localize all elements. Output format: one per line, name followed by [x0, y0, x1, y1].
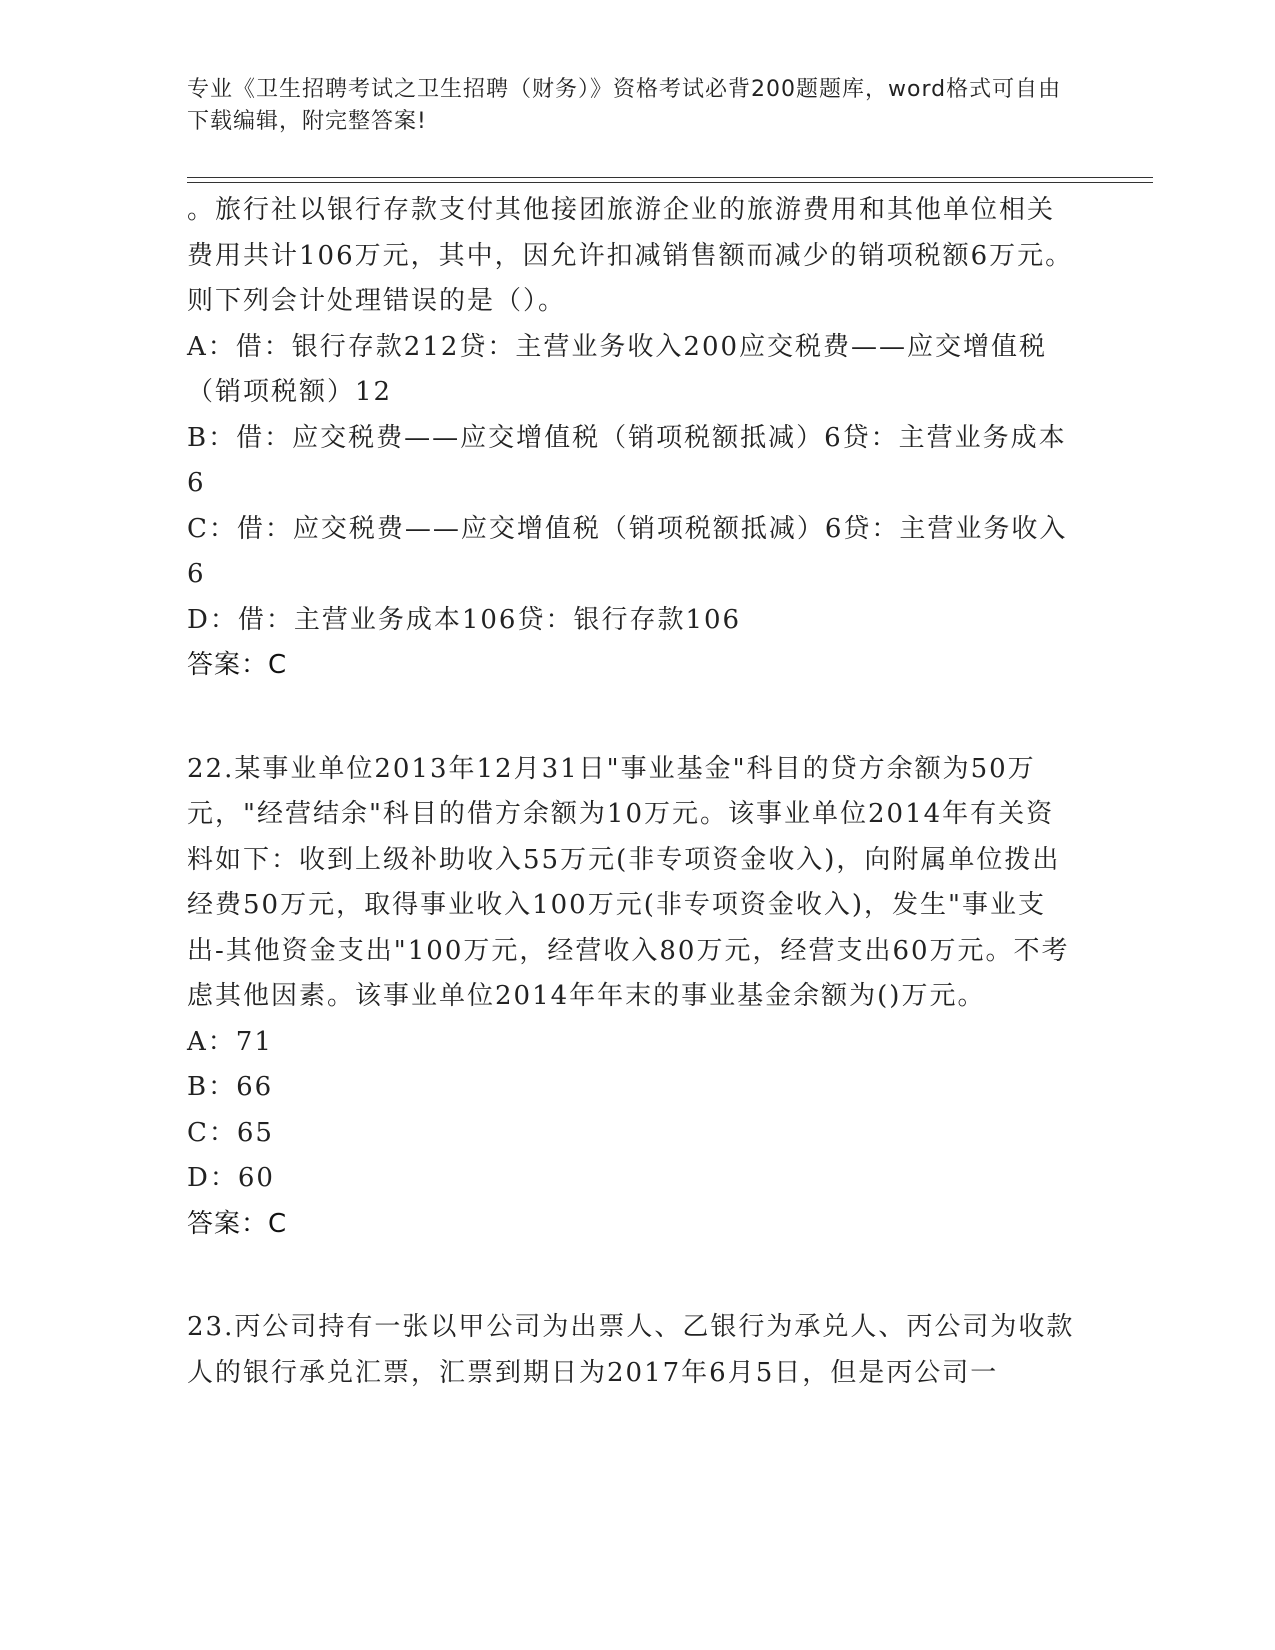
header-rule-bottom — [187, 182, 1153, 183]
question-22 — [187, 747, 1077, 1248]
document-header: 专业《卫生招聘考试之卫生招聘（财务）》资格考试必背200题题库，word格式可自由下载编辑，附完整答案! — [187, 77, 1062, 134]
question-21 — [187, 188, 1077, 689]
option-c: C：借：应交税费——应交增值税（销项税额抵减）6贷：主营业务收入6 — [187, 513, 1068, 589]
option-a: A：71 — [187, 1026, 273, 1057]
question-stem: 22.某事业单位2013年12月31日"事业基金"科目的贷方余额为50万元，"经营结余"科目的借方余额为10万元。该事业单位2014年有关资料如下：收到上级补助收入55万元(非专项资金收入)，向附属单位拨出经费50万元，取得事业收入100万元(非专项资金收入)，发生"事业支出-其他资金支出"100万元，经营收入80万元，经营支出60万元。不考虑其他因素。该事业单位2014年年末的事业基金余额为()万元。 — [187, 753, 1070, 1011]
document-body — [187, 188, 1077, 1396]
answer-line: 答案：C — [187, 1208, 288, 1239]
answer-line: 答案：C — [187, 650, 288, 680]
option-b: B：66 — [187, 1072, 274, 1102]
question-stem: 23.丙公司持有一张以甲公司为出票人、乙银行为承兑人、丙公司为收款人的银行承兑汇票，汇票到期日为2017年6月5日，但是丙公司一 — [187, 1312, 1075, 1388]
spacer — [187, 689, 1077, 747]
spacer — [187, 1247, 1077, 1305]
option-d: D：借：主营业务成本106贷：银行存款106 — [187, 604, 742, 635]
header-rule-top — [187, 177, 1153, 178]
option-c: C：65 — [187, 1117, 274, 1148]
question-stem: 。旅行社以银行存款支付其他接团旅游企业的旅游费用和其他单位相关费用共计106万元，其中，因允许扣减销售额而减少的销项税额6万元。则下列会计处理错误的是（）。 — [187, 195, 1074, 316]
option-b: B：借：应交税费——应交增值税（销项税额抵减）6贷：主营业务成本6 — [187, 422, 1067, 498]
option-a: A：借：银行存款212贷：主营业务收入200应交税费——应交增值税（销项税额）12 — [187, 331, 1048, 407]
question-23 — [187, 1305, 1077, 1396]
option-d: D：60 — [187, 1163, 275, 1193]
